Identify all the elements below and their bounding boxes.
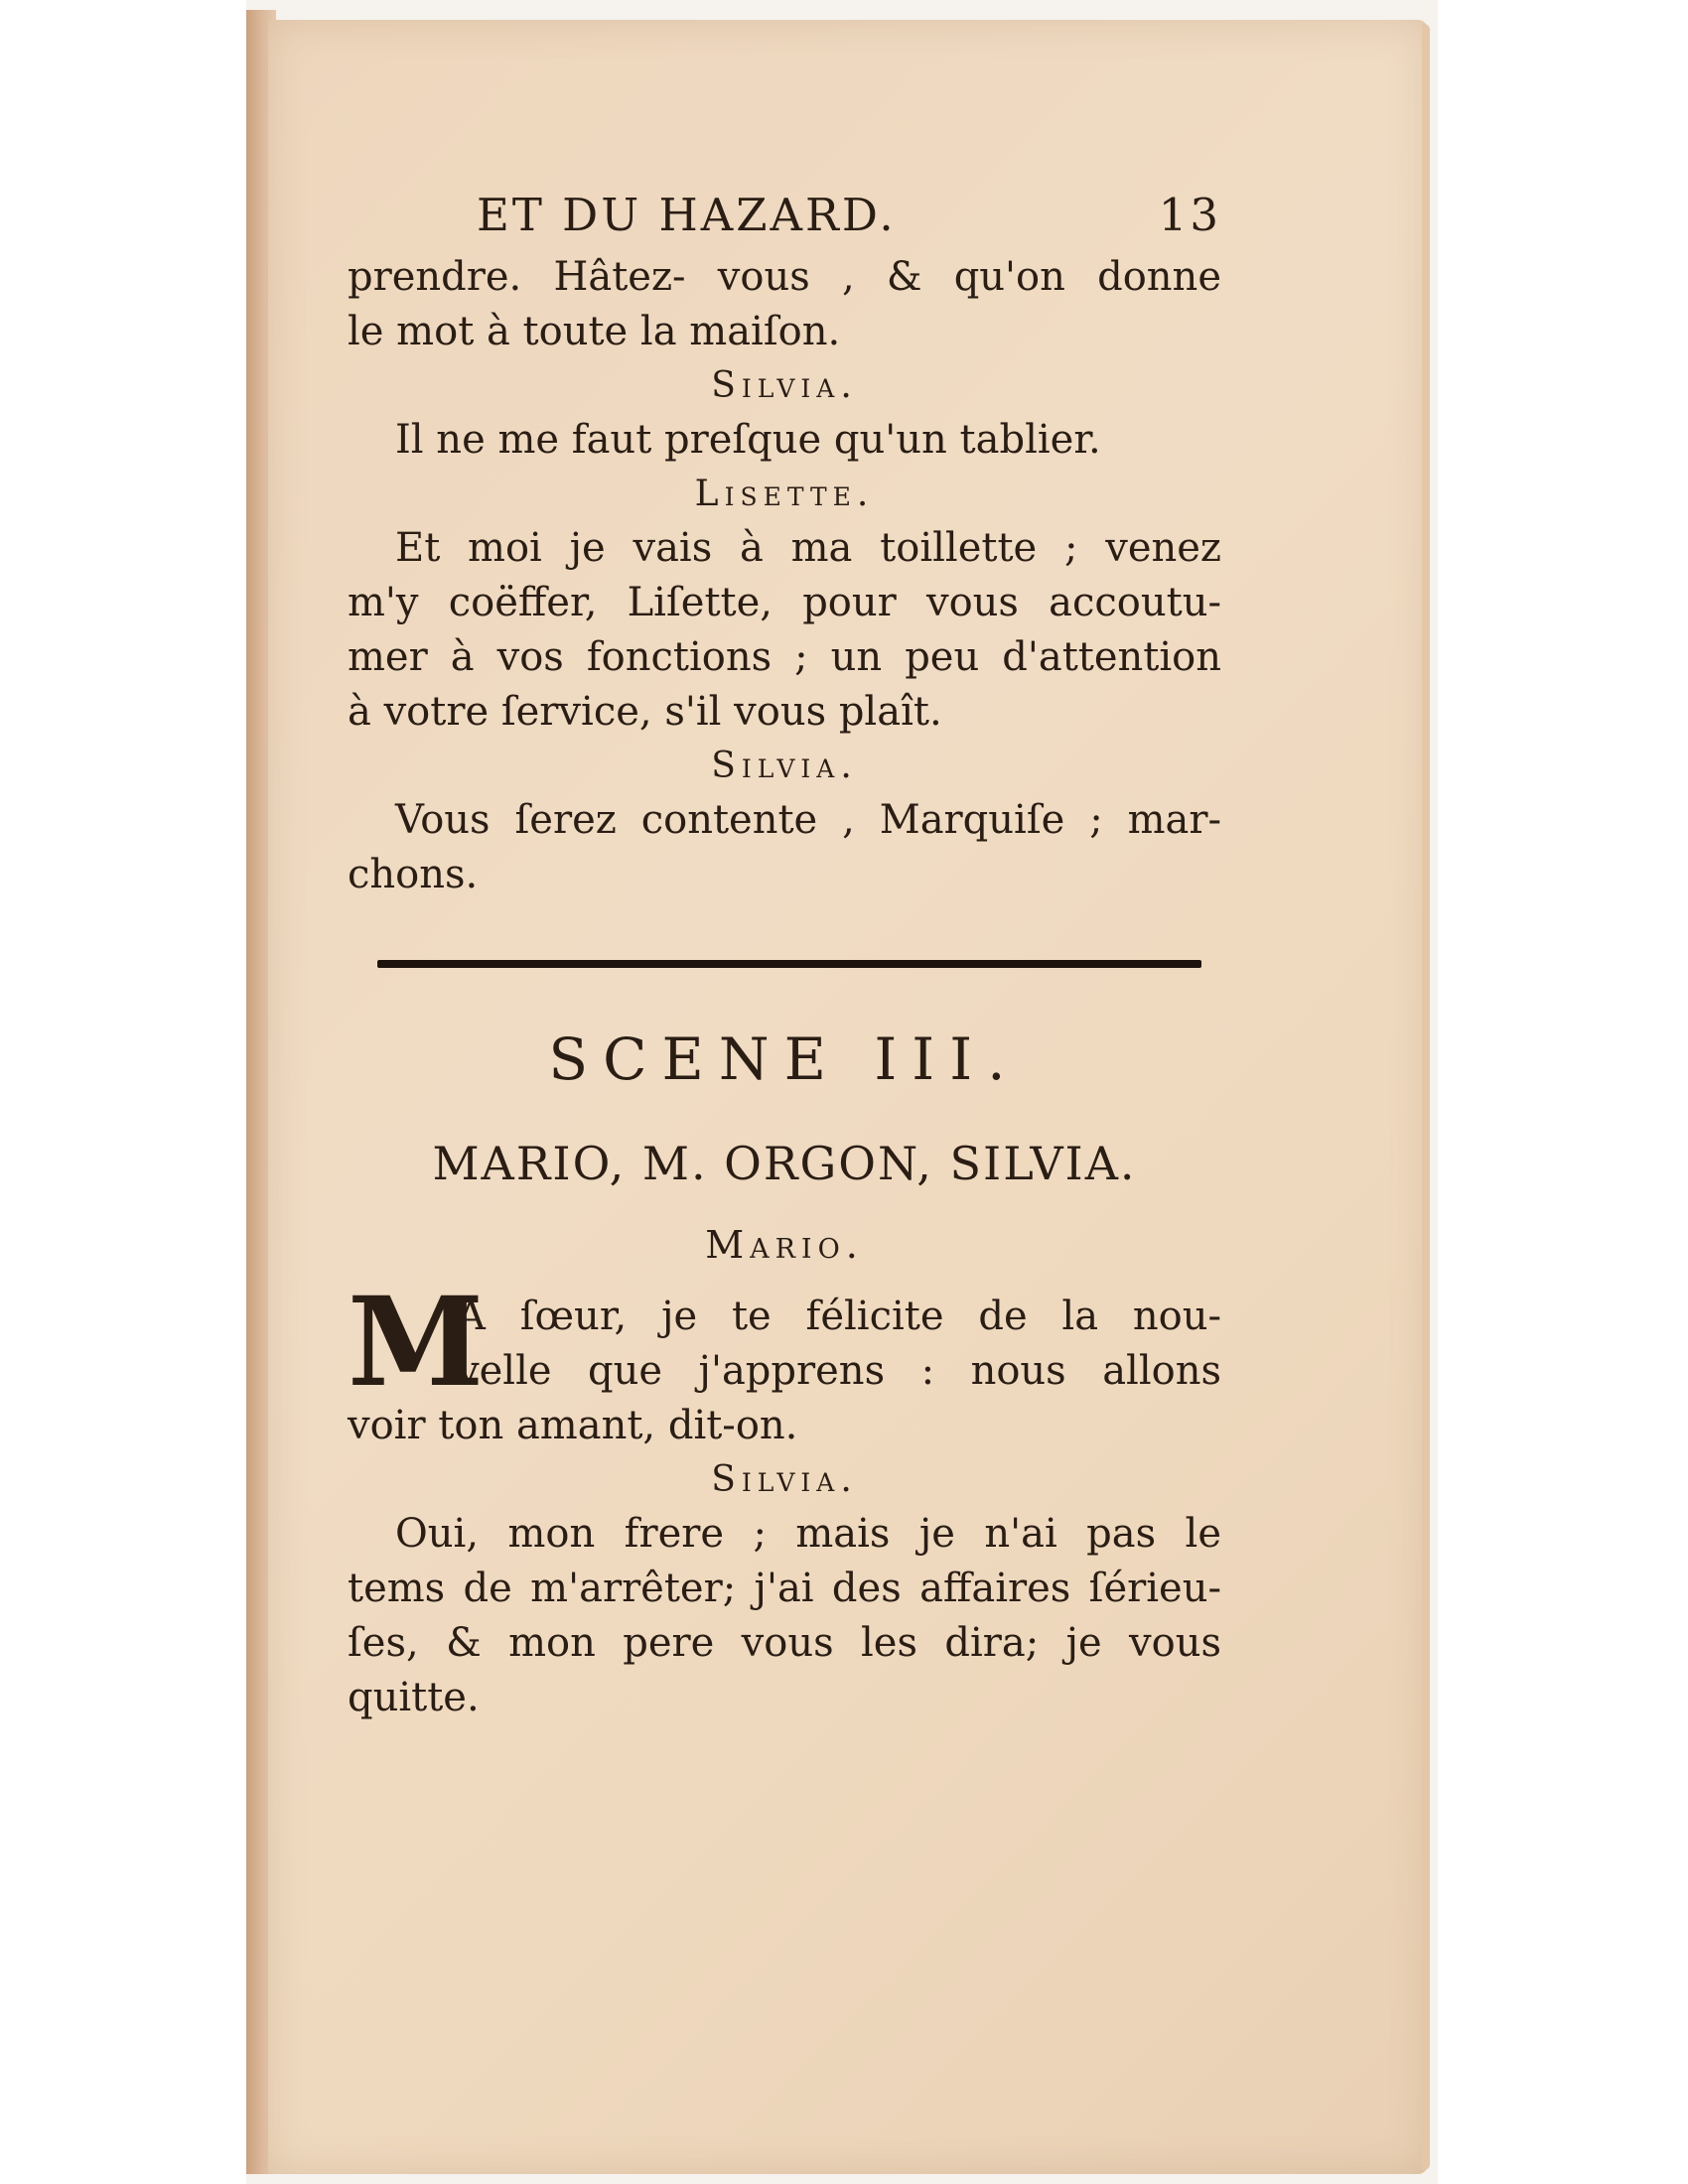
- drop-cap: M: [348, 1271, 485, 1415]
- text-line: A ſœur, je te félicite de la nou-: [457, 1294, 1221, 1339]
- page-text: [348, 189, 1221, 1725]
- text-line: mer à vos fonctions ; un peu d'attention: [348, 634, 1221, 680]
- text-line: Et moi je vais à ma toillette ; venez: [395, 525, 1221, 571]
- speaker-name: Silvia.: [711, 746, 858, 786]
- speaker-name: Silvia.: [711, 1459, 858, 1500]
- text-line: prendre. Hâtez- vous , & qu'on donne: [348, 254, 1221, 300]
- text-line: velle que j'apprens : nous allons: [457, 1348, 1221, 1394]
- text-line: à votre ſervice, s'il vous plaît.: [348, 689, 942, 735]
- text-line: tems de m'arrêter; j'ai des affaires ſérieu-: [348, 1566, 1221, 1611]
- running-title: ET DU HAZARD.: [477, 189, 897, 241]
- text-line: Oui, mon frere ; mais je n'ai pas le: [395, 1511, 1221, 1557]
- text-line: ſes, & mon pere vous les dira; je vous: [348, 1620, 1221, 1666]
- scene-characters: MARIO, M. ORGON, SILVIA.: [432, 1137, 1137, 1190]
- speaker-name: Mario.: [705, 1223, 864, 1267]
- text-line: le mot à toute la maiſon.: [348, 309, 841, 354]
- text-line: Il ne me faut preſque qu'un tablier.: [395, 417, 1101, 463]
- dropcap-paragraph: [348, 1271, 1221, 1453]
- speaker-name: Silvia.: [711, 365, 858, 406]
- text-line: voir ton amant, dit-on.: [348, 1403, 798, 1448]
- text-line: Vous ſerez contente , Marquiſe ; mar-: [395, 797, 1221, 843]
- text-line: m'y coëffer, Liſette, pour vous accoutu-: [348, 580, 1221, 625]
- speaker-name: Lisette.: [694, 474, 875, 514]
- page-edge: [1422, 24, 1430, 2170]
- page-number: 13: [1158, 189, 1221, 241]
- text-line: chons.: [348, 852, 479, 897]
- running-header: [348, 189, 1221, 250]
- text-line: quitte.: [348, 1675, 480, 1720]
- scene-title: SCENE III.: [548, 1025, 1021, 1093]
- scene-divider: [377, 960, 1201, 968]
